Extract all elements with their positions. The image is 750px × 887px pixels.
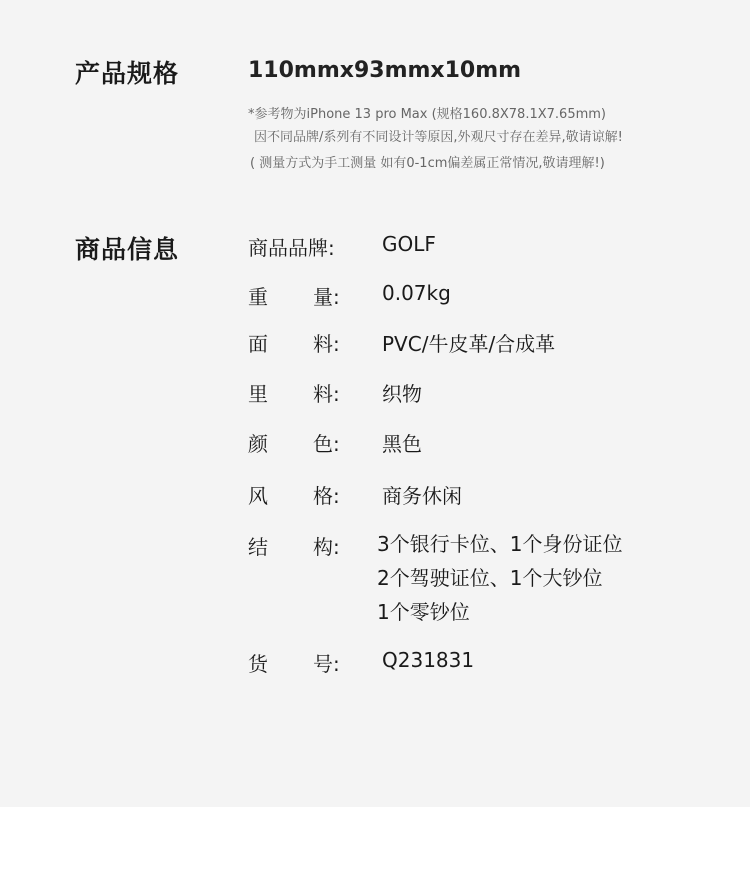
sku-label-end: 号: xyxy=(313,652,340,676)
sku-label-start: 货 xyxy=(248,652,268,676)
product-dimensions: 110mmx93mmx10mm xyxy=(248,58,522,83)
info-section-title: 商品信息 xyxy=(75,235,180,264)
outer-material-label-end: 料: xyxy=(313,332,340,356)
weight-label-end: 量: xyxy=(313,285,340,309)
reference-note: *参考物为iPhone 13 pro Max (规格160.8X78.1X7.65mm) xyxy=(248,107,606,122)
structure-line: 1个零钞位 xyxy=(377,600,470,624)
lining-value: 织物 xyxy=(382,382,422,406)
measurement-note: ( 测量方式为手工测量 如有0-1cm偏差属正常情况,敬请理解!) xyxy=(250,156,605,171)
sku-value: Q231831 xyxy=(382,648,475,672)
structure-value xyxy=(377,527,622,629)
lining-label-end: 料: xyxy=(313,382,340,406)
structure-line: 3个银行卡位、1个身份证位 xyxy=(377,532,623,556)
outer-material-value: PVC/牛皮革/合成革 xyxy=(382,332,556,356)
variance-note: 因不同品牌/系列有不同设计等原因,外观尺寸存在差异,敬请谅解! xyxy=(254,130,623,145)
weight-value: 0.07kg xyxy=(382,281,451,305)
brand-label: 商品品牌: xyxy=(248,236,335,260)
color-value: 黑色 xyxy=(382,432,422,456)
weight-label-start: 重 xyxy=(248,285,268,309)
style-value: 商务休闲 xyxy=(382,484,462,508)
lining-label-start: 里 xyxy=(248,382,268,406)
style-label-start: 风 xyxy=(248,484,268,508)
color-label-end: 色: xyxy=(313,432,340,456)
structure-label-start: 结 xyxy=(248,535,268,559)
color-label-start: 颜 xyxy=(248,432,268,456)
brand-value: GOLF xyxy=(382,232,436,256)
structure-line: 2个驾驶证位、1个大钞位 xyxy=(377,566,603,590)
style-label-end: 格: xyxy=(313,484,340,508)
outer-material-label-start: 面 xyxy=(248,332,268,356)
structure-label-end: 构: xyxy=(313,535,340,559)
spec-section-title: 产品规格 xyxy=(75,59,180,88)
